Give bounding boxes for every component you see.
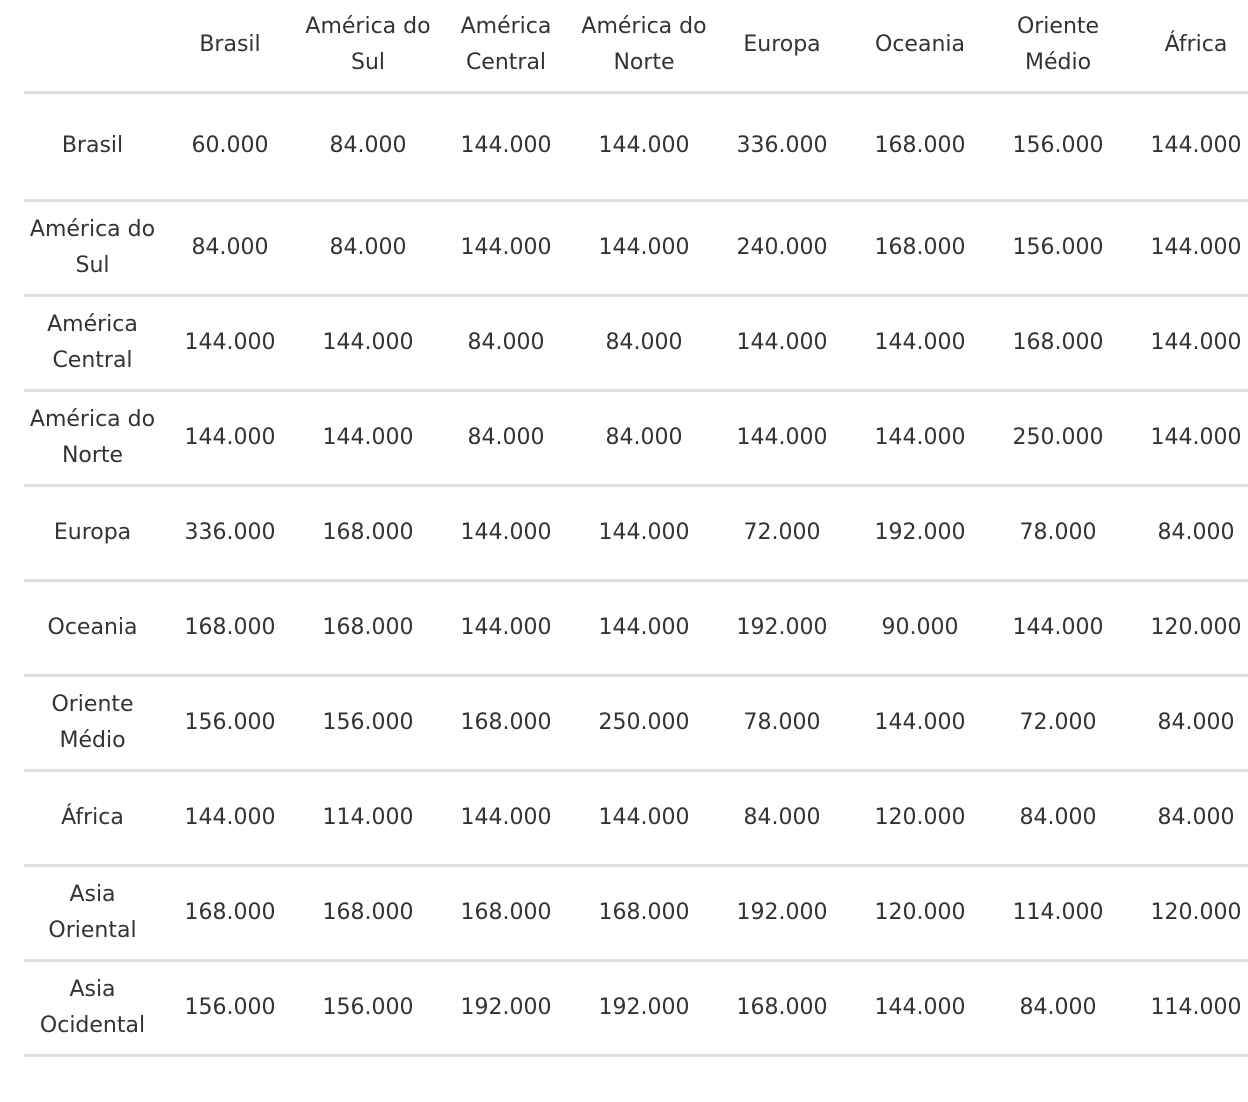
table-cell: 114.000 [299,770,437,865]
table-cell: 120.000 [851,770,989,865]
table-cell: 84.000 [299,200,437,295]
table-cell: 120.000 [1127,865,1248,960]
table-cell: 144.000 [1127,390,1248,485]
table-cell: 240.000 [713,200,851,295]
table-cell: 84.000 [437,390,575,485]
table-cell: 156.000 [161,960,299,1055]
table-row [24,580,1248,675]
header-row [24,0,1248,92]
table-cell: 144.000 [1127,295,1248,390]
table-cell: 114.000 [1127,960,1248,1055]
table-cell: 84.000 [989,960,1127,1055]
table-cell: 144.000 [851,295,989,390]
row-header: América Central [24,295,161,390]
column-header: Oriente Médio [989,0,1127,92]
row-header: Asia Oriental [24,865,161,960]
table-cell: 144.000 [575,770,713,865]
table-row [24,200,1248,295]
table-cell: 144.000 [437,200,575,295]
table-cell: 156.000 [299,675,437,770]
row-header: África [24,770,161,865]
table-row [24,390,1248,485]
table-cell: 84.000 [713,770,851,865]
column-header: Europa [713,0,851,92]
table-cell: 84.000 [1127,675,1248,770]
table-row [24,865,1248,960]
table-cell: 144.000 [989,580,1127,675]
table-cell: 168.000 [161,580,299,675]
table-cell: 144.000 [851,675,989,770]
table-row [24,295,1248,390]
row-header: Europa [24,485,161,580]
table-cell: 336.000 [161,485,299,580]
table-cell: 250.000 [989,390,1127,485]
table-cell: 144.000 [575,200,713,295]
table-cell: 144.000 [851,960,989,1055]
table-cell: 168.000 [713,960,851,1055]
table-cell: 192.000 [713,580,851,675]
table-cell: 192.000 [851,485,989,580]
table-cell: 144.000 [713,295,851,390]
table-cell: 84.000 [1127,770,1248,865]
table-cell: 144.000 [575,485,713,580]
table-cell: 144.000 [299,295,437,390]
table-row [24,675,1248,770]
column-header: Oceania [851,0,989,92]
table-cell: 144.000 [161,295,299,390]
row-header: América do Norte [24,390,161,485]
table-cell: 84.000 [161,200,299,295]
corner-cell [24,0,161,92]
table-cell: 84.000 [989,770,1127,865]
table-cell: 168.000 [437,865,575,960]
row-header: Oceania [24,580,161,675]
table-cell: 84.000 [437,295,575,390]
table-cell: 144.000 [437,92,575,200]
table-row [24,770,1248,865]
table-cell: 168.000 [299,485,437,580]
table-cell: 168.000 [989,295,1127,390]
table-cell: 144.000 [161,390,299,485]
table-cell: 144.000 [1127,200,1248,295]
table-cell: 168.000 [851,200,989,295]
table-cell: 192.000 [575,960,713,1055]
table-cell: 72.000 [713,485,851,580]
column-header: América do Sul [299,0,437,92]
table-row [24,92,1248,200]
table-cell: 168.000 [575,865,713,960]
table-cell: 84.000 [575,390,713,485]
table-cell: 168.000 [851,92,989,200]
table-cell: 336.000 [713,92,851,200]
column-header: África [1127,0,1248,92]
table-cell: 60.000 [161,92,299,200]
table-cell: 156.000 [989,92,1127,200]
table-cell: 114.000 [989,865,1127,960]
table-cell: 144.000 [575,580,713,675]
table-row [24,960,1248,1055]
table-cell: 144.000 [851,390,989,485]
row-header: Oriente Médio [24,675,161,770]
table-cell: 144.000 [161,770,299,865]
table-cell: 250.000 [575,675,713,770]
row-header: América do Sul [24,200,161,295]
table-cell: 144.000 [299,390,437,485]
table-header [24,0,1248,92]
table-body [24,92,1248,1055]
table-cell: 84.000 [299,92,437,200]
table-cell: 192.000 [437,960,575,1055]
table-cell: 144.000 [437,580,575,675]
table-cell: 144.000 [437,485,575,580]
table-cell: 144.000 [1127,92,1248,200]
table-cell: 84.000 [575,295,713,390]
table-cell: 144.000 [437,770,575,865]
price-table-container [24,0,1248,1057]
column-header: Brasil [161,0,299,92]
table-cell: 156.000 [989,200,1127,295]
table-cell: 78.000 [989,485,1127,580]
table-cell: 156.000 [299,960,437,1055]
table-cell: 72.000 [989,675,1127,770]
table-cell: 144.000 [575,92,713,200]
table-cell: 168.000 [299,580,437,675]
table-cell: 78.000 [713,675,851,770]
table-cell: 156.000 [161,675,299,770]
table-cell: 120.000 [1127,580,1248,675]
table-cell: 168.000 [437,675,575,770]
price-table [24,0,1248,1057]
table-cell: 90.000 [851,580,989,675]
column-header: América do Norte [575,0,713,92]
table-cell: 144.000 [713,390,851,485]
column-header: América Central [437,0,575,92]
table-row [24,485,1248,580]
table-cell: 168.000 [299,865,437,960]
row-header: Brasil [24,92,161,200]
table-cell: 168.000 [161,865,299,960]
table-cell: 192.000 [713,865,851,960]
row-header: Asia Ocidental [24,960,161,1055]
table-cell: 84.000 [1127,485,1248,580]
table-cell: 120.000 [851,865,989,960]
